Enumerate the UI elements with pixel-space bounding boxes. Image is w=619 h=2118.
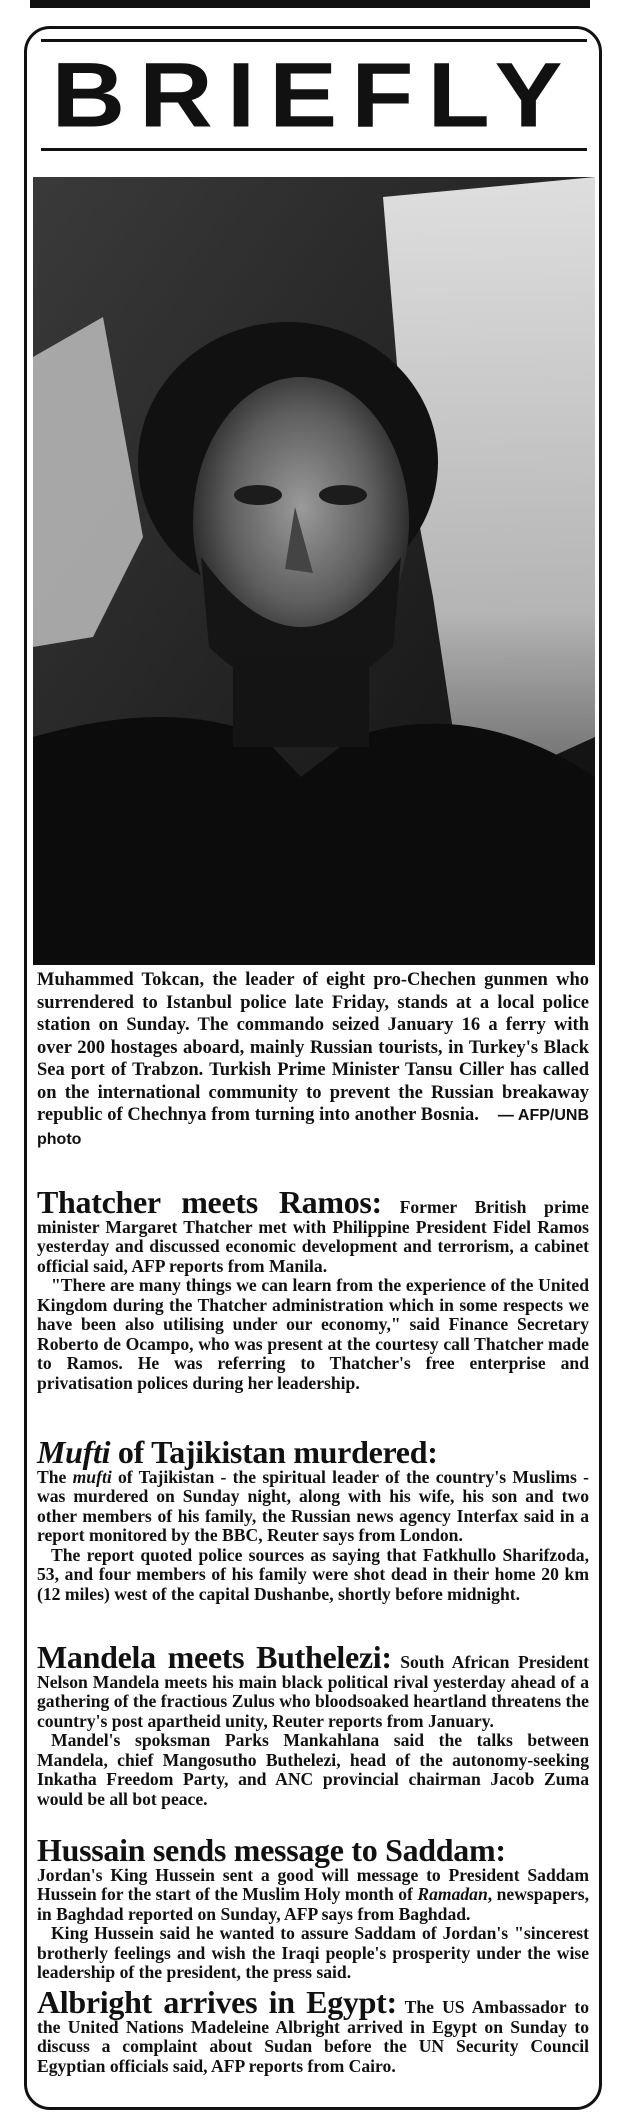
- masthead: [41, 39, 587, 151]
- story-lead-italic: mufti: [72, 1466, 112, 1487]
- story-lead-italic: Ramadan: [417, 1884, 488, 1904]
- story-mandela: [37, 1639, 589, 1809]
- story-hussain: [37, 1832, 589, 1983]
- story-paragraph: The report quoted police sources as saying that Fatkhullo Sharifzoda, 53, and four members of his family were shot dead in their home 20 km (12 miles) west of the capital Dushanbe, shortly before midnight.: [37, 1544, 589, 1604]
- story-lead: South African President Nelson Mandela meets his main black political rival yesterday ahead of a gathering of the fractious Zulus who bloodsoaked heartland threatens the country's post apartheid unity, Reuter reports from January.: [37, 1652, 589, 1731]
- story-lead-prefix: The: [37, 1466, 73, 1487]
- news-photo: [33, 177, 595, 965]
- story-mufti: [37, 1434, 589, 1604]
- story-headline: Hussain sends message to Saddam:: [37, 1832, 506, 1868]
- caption-text: Muhammed Tokcan, the leader of eight pro-Chechen gunmen who surrendered to Istanbul police late Friday, stands at a local police station on Sunday. The commando seized January 16 a ferry with over 200 hostages aboard, mainly Russian tourists, in Turkey's Black Sea port of Trabzon. Turkish Prime Minister Tansu Ciller has called on the international community to prevent the Russian breakaway republic of Chechnya from turning into another Bosnia.: [37, 970, 589, 1125]
- story-headline: Thatcher meets Ramos:: [37, 1184, 382, 1220]
- story-headline: [37, 1434, 438, 1470]
- story-lead: The US Ambassador to the United Nations Madeleine Albright arrived in Egypt on Sunday to discuss a complaint about Sudan before the UN Security Council Egyptian officials said, AFP reports from Cairo.: [37, 1997, 589, 2076]
- story-lead: Former British prime minister Margaret Thatcher met with Philippine President Fidel Ramos yesterday and discussed economic development and terrorism, a cabinet official said, AFP reports from Manila.: [37, 1197, 589, 1276]
- headline-rest: of Tajikistan murdered:: [110, 1434, 438, 1470]
- photo-credit: — AFP/UNB photo: [37, 1107, 590, 1148]
- story-albright: [37, 1984, 589, 2076]
- story-headline: Albright arrives in Egypt:: [37, 1984, 397, 2020]
- story-paragraph: "There are many things we can learn from the experience of the United Kingdom during the Thatcher administration which in some respects we have been also utilising under our economy," said Finance Secretary Roberto de Ocampo, who was present at the courtesy call Thatcher made to Ramos. He was referring to Thatcher's free enterprise and privatisation polices during her leadership.: [37, 1275, 589, 1393]
- story-lead: Jordan's King Hussein sent a good will message to President Saddam Hussein for the start of the Muslim Holy month of: [37, 1864, 589, 1904]
- story-paragraph: Mandel's spoksman Parks Mankahlana said the talks between Mandela, chief Mangosutho Buthelezi, head of the autonomy-seeking Inkatha Freedom Party, and ANC provincial chairman Jacob Zuma would be all bot peace.: [37, 1730, 589, 1809]
- story-lead: of Tajikistan - the spiritual leader of the country's Muslims - was murdered on Sunday night, along with his wife, his son and two other members of his family, the Russian news agency Interfax said in a report monitored by the BBC, Reuter says from London.: [37, 1466, 589, 1545]
- top-rule: [30, 0, 590, 8]
- photo-caption: [37, 969, 589, 1151]
- story-lead-suffix: , newspapers, in Baghdad reported on Sunday, AFP says from Baghdad.: [37, 1884, 589, 1924]
- headline-italic: Mufti: [37, 1434, 111, 1470]
- portrait-image: [33, 177, 595, 965]
- story-paragraph: King Hussein said he wanted to assure Saddam of Jordan's "sincerest brotherly feelings and wish the Iraqi people's prosperity under the wise leadership of the president, the press said.: [37, 1923, 589, 1982]
- story-headline: Mandela meets Buthelezi:: [37, 1639, 392, 1675]
- masthead-title: BRIEFLY: [51, 43, 577, 147]
- story-thatcher: [37, 1184, 589, 1393]
- briefly-panel: [24, 26, 602, 2110]
